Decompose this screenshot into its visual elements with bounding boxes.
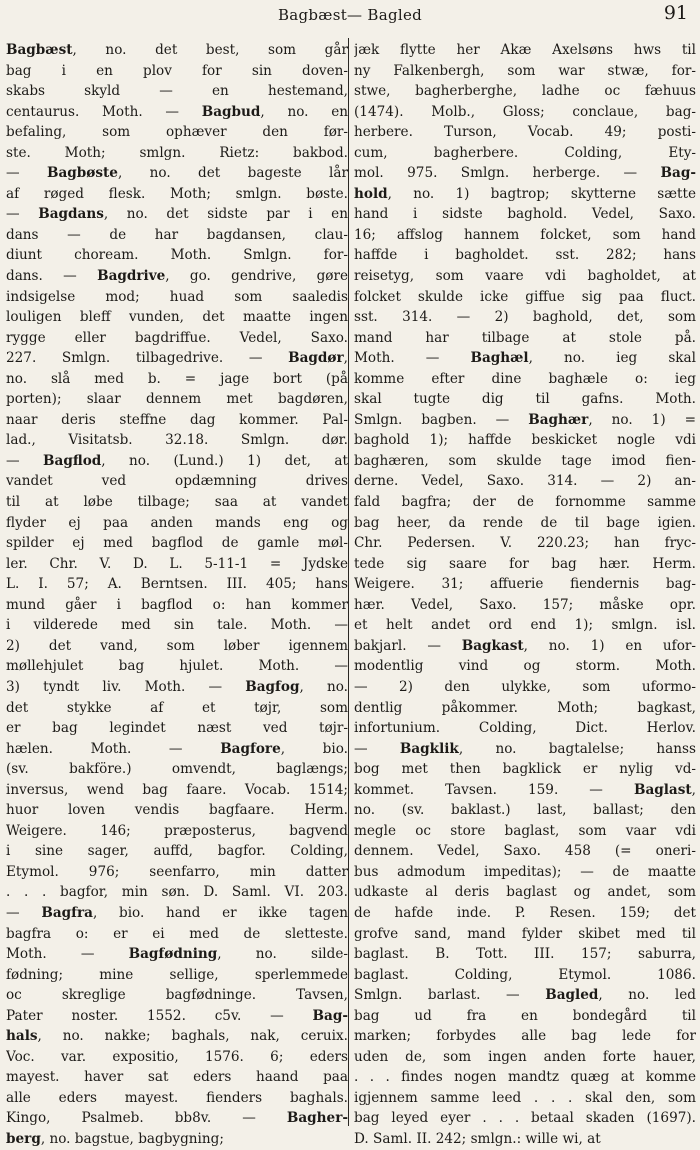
column-divider [348, 38, 349, 1126]
text-run: , no. det bageste lår [117, 165, 348, 182]
text-line [6, 924, 348, 945]
text-run: diunt choream. Moth. Smlgn. for- [6, 247, 348, 264]
text-run: fald bagfra; der de fornomme samme [354, 494, 696, 511]
text-line [6, 821, 348, 842]
headword: Bagfog [245, 678, 300, 695]
text-line [6, 882, 348, 903]
text-run: tede sig saare for bag hær. Herm. [354, 555, 696, 572]
text-run: , no. led [598, 987, 696, 1004]
text-run: D. Saml. II. 242; smlgn.: wille wi, at [354, 1130, 601, 1147]
text-run: grofve sand, mand fylder skibet med til [354, 925, 696, 942]
text-line [6, 595, 348, 616]
text-line [354, 615, 696, 636]
text-run: skal tugte dig til gafns. Moth. [354, 391, 696, 408]
text-run: Moth. — [6, 946, 129, 963]
text-run: mol. 975. Smlgn. herberge. — [354, 165, 661, 182]
text-run: . . . findes nogen mandtz quæg at komme [354, 1069, 696, 1086]
text-run: bus admodum impeditas); — de maatte [354, 863, 696, 880]
text-line [6, 554, 348, 575]
headword: hals [6, 1028, 38, 1045]
text-line [6, 40, 348, 61]
text-line [6, 574, 348, 595]
text-line [6, 163, 348, 184]
headword: Bagbud [201, 103, 261, 120]
text-run: i vilderede med sin tale. Moth. — [6, 617, 348, 634]
text-line [6, 985, 348, 1006]
text-run: jæk flytte her Akæ Axelsøns hws til [354, 42, 696, 58]
text-run: bag ud fra en bondegård til [354, 1007, 696, 1024]
page-header [0, 0, 700, 34]
text-line [6, 184, 348, 205]
text-line [354, 574, 696, 595]
text-line [6, 800, 348, 821]
text-run: Smlgn. bagben. — [354, 411, 529, 428]
headword: Baghær [528, 411, 589, 428]
text-run: naar deris steffne dag kommer. Pal- [6, 411, 348, 428]
text-line [354, 595, 696, 616]
text-run: 2) det vand, som løber igennem [6, 637, 348, 654]
text-run: , go. gendrive, gøre [165, 268, 348, 285]
text-line [6, 677, 348, 698]
text-line [354, 471, 696, 492]
headword: Bagdans [38, 206, 104, 223]
text-run: cum, bagherbere. Colding, Ety- [354, 144, 696, 161]
text-line [354, 389, 696, 410]
text-line [354, 821, 696, 842]
text-line [354, 430, 696, 451]
text-line [6, 328, 348, 349]
text-line [6, 698, 348, 719]
text-run: baghold 1); haffde beskicket nogle vdi [354, 432, 696, 449]
text-run: L. I. 57; A. Berntsen. III. 405; hans [6, 576, 348, 593]
text-line [354, 965, 696, 986]
headword: Bagfore [220, 740, 281, 757]
text-run: (sv. bakföre.) omvendt, baglængs; [6, 761, 348, 778]
text-run: , no. bagstue, bagbygning; [40, 1130, 224, 1147]
text-line [354, 739, 696, 760]
text-line [6, 143, 348, 164]
text-line [6, 1108, 348, 1129]
text-line [354, 841, 696, 862]
text-line [6, 739, 348, 760]
text-line [354, 348, 696, 369]
text-run: Etymol. 976; seenfarro, min datter [6, 863, 348, 880]
headword: Bagklik [399, 740, 459, 757]
text-line [6, 369, 348, 390]
text-run: derne. Vedel, Saxo. 314. — 2) an- [354, 473, 696, 490]
text-line [6, 1067, 348, 1088]
text-run: alle eders mayest. fienders baghals. [6, 1089, 348, 1106]
text-run: rygge eller bagdriffue. Vedel, Saxo. [6, 329, 348, 346]
text-line [6, 1006, 348, 1027]
text-run: mund gåer i bagflod o: han kommer [6, 596, 348, 613]
text-line [354, 985, 696, 1006]
text-run: Chr. Pedersen. V. 220.23; han fryc- [354, 535, 696, 552]
text-run: møllehjulet bag hjulet. Moth. — [6, 658, 348, 675]
text-line [6, 841, 348, 862]
text-line [354, 307, 696, 328]
headword: berg [6, 1130, 41, 1147]
text-line [354, 328, 696, 349]
text-line [354, 924, 696, 945]
text-run: bag heer, da rende de til bage igien. [354, 514, 696, 531]
text-run: i sine sager, auffd, bagfor. Colding, [6, 843, 348, 860]
text-run: haffde i bagholdet. sst. 282; hans [354, 247, 696, 264]
text-line [6, 451, 348, 472]
text-line [354, 451, 696, 472]
headword: Bagbøste [46, 165, 118, 182]
text-run: 16; affslog hannem folcket, som hand [354, 226, 696, 243]
text-run: Moth. — [354, 350, 471, 367]
text-line [6, 410, 348, 431]
text-run: , no. [299, 678, 348, 695]
text-run: fødning; mine sellige, sperlemmede [6, 966, 348, 983]
text-run: hælen. Moth. — [6, 740, 221, 757]
text-run: Voc. var. expositio, 1576. 6; eders [6, 1048, 348, 1065]
text-run: , no. silde- [217, 946, 348, 963]
text-line [354, 718, 696, 739]
text-run: hær. Vedel, Saxo. 157; måske opr. [354, 596, 696, 613]
text-run: bag leyed eyer . . . betaal skaden (1697). [354, 1110, 696, 1127]
text-run: hand i sidste baghold. Vedel, Saxo. [354, 206, 696, 223]
text-run: kommet. Tavsen. 159. — [354, 781, 634, 798]
text-run: vandet ved opdæmning drives [6, 473, 348, 490]
text-run: — [6, 904, 42, 921]
text-run: , no. 1) en ufor- [523, 637, 696, 654]
text-run: Weigere. 146; præposterus, bagvend [6, 822, 348, 839]
text-run: — [6, 452, 44, 469]
text-line [6, 471, 348, 492]
text-line [354, 102, 696, 123]
text-run: befaling, som ophæver den før- [6, 124, 348, 141]
text-run: dans. — [6, 268, 98, 285]
headword: Baglast [633, 781, 692, 798]
text-line [354, 1108, 696, 1129]
headword: Bagher- [286, 1110, 348, 1127]
text-run: , bio. [280, 740, 348, 757]
text-run: igjennem samme leed . . . skal den, som [354, 1089, 696, 1106]
text-line [6, 780, 348, 801]
text-line [6, 348, 348, 369]
text-run: spilder ej med bagflod de gamle møl- [6, 535, 348, 552]
text-line [354, 225, 696, 246]
text-run: oc skreglige bagfødninge. Tavsen, [6, 987, 348, 1004]
text-run: , bio. hand er ikke tagen [92, 904, 348, 921]
text-line [6, 903, 348, 924]
text-run: , no. 1) bagtrop; skytterne sætte [387, 185, 696, 202]
text-line [354, 1088, 696, 1109]
text-run: — [6, 165, 47, 182]
text-line [354, 40, 696, 61]
text-run: baglast. B. Tott. III. 157; saburra, [354, 946, 696, 963]
text-line [6, 1129, 348, 1150]
text-run: dennem. Vedel, Saxo. 458 (= oneri- [354, 843, 696, 860]
text-line [354, 903, 696, 924]
text-run: , no. (Lund.) 1) det, at [101, 452, 348, 469]
text-line [354, 800, 696, 821]
text-run: ny Falkenbergh, som war stwæ, for- [354, 62, 696, 79]
text-line [354, 882, 696, 903]
text-run: sst. 314. — 2) baghold, det, som [354, 309, 696, 326]
text-run: baglast. Colding, Etymol. 1086. [354, 966, 696, 983]
text-run: udkaste al deris baglast og andet, som [354, 884, 696, 901]
text-run: reisetyg, som vaare vdi bagholdet, at [354, 268, 696, 285]
text-line [6, 492, 348, 513]
text-run: Kingo, Psalmeb. bb8v. — [6, 1110, 287, 1127]
text-line [354, 245, 696, 266]
text-run: modentlig vind og storm. Moth. [354, 658, 696, 675]
text-line [6, 965, 348, 986]
text-run: , no. det best, som går [72, 42, 348, 58]
text-run: , no. en [260, 103, 348, 120]
text-line [6, 1088, 348, 1109]
text-run: (1474). Molb., Gloss; conclaue, bag- [354, 103, 696, 120]
text-line [6, 225, 348, 246]
text-run: skabs skyld — en hestemand, [6, 83, 348, 100]
text-run: det stykke af et tøjr, som [6, 699, 348, 716]
text-run: — [354, 740, 400, 757]
text-run: — 2) den ulykke, som uformo- [354, 678, 696, 695]
text-run: bagfra o: er ei med de sletteste. [6, 925, 348, 942]
text-line [6, 81, 348, 102]
text-run: flyder ej paa anden mands eng og [6, 514, 348, 531]
headword: Bag- [660, 165, 696, 182]
text-line [354, 759, 696, 780]
text-line [6, 533, 348, 554]
text-line [354, 862, 696, 883]
headword: Baghæl [470, 350, 529, 367]
text-run: ste. Moth; smlgn. Rietz: bakbod. [6, 144, 348, 161]
text-line [6, 636, 348, 657]
text-line [354, 1129, 696, 1150]
text-run: dentlig påkommer. Moth; bagkast, [354, 699, 696, 716]
text-line [354, 944, 696, 965]
text-line [354, 143, 696, 164]
text-run: huor loven vendis bagfaare. Herm. [6, 802, 348, 819]
text-line [6, 307, 348, 328]
text-run: louligen bleff vunden, det maatte ingen [6, 309, 348, 326]
text-run: bakjarl. — [354, 637, 462, 654]
text-run: , no. nakke; baghals, nak, ceruix. [37, 1028, 348, 1045]
right-column [354, 40, 696, 1150]
text-run: bog met then bagklick er nylig vd- [354, 761, 696, 778]
text-line [6, 430, 348, 451]
text-run: til at løbe tilbage; saa at vandet [6, 494, 348, 511]
text-line [6, 122, 348, 143]
text-line [354, 369, 696, 390]
headword: Bagfra [41, 904, 93, 921]
headword: Bagled [545, 987, 599, 1004]
text-line [6, 944, 348, 965]
text-run: centaurus. Moth. — [6, 103, 202, 120]
text-run: , no. det sidste par i en [103, 206, 348, 223]
text-run: stwe, bagherberghe, ladhe oc fæhuus [354, 83, 696, 100]
text-run: , no. ieg skal [528, 350, 696, 367]
text-line [6, 1047, 348, 1068]
text-line [354, 184, 696, 205]
text-run: porten); slaar dennem met bagdøren, [6, 391, 348, 408]
text-line [354, 122, 696, 143]
text-run: mand har tilbage at stole på. [354, 329, 696, 346]
text-line [6, 718, 348, 739]
text-line [354, 492, 696, 513]
text-line [6, 204, 348, 225]
text-line [354, 533, 696, 554]
text-line [6, 266, 348, 287]
text-line [6, 513, 348, 534]
headword: Bagdør [288, 350, 344, 367]
text-run: Smlgn. barlast. — [354, 987, 546, 1004]
text-run: dans — de har bagdansen, clau- [6, 226, 348, 243]
text-line [354, 266, 696, 287]
text-run: et helt andet ord end 1); smlgn. isl. [354, 617, 696, 634]
text-run: baghæren, som skulde tage imod fien- [354, 452, 696, 469]
text-run: . . . bagfor, min søn. D. Saml. VI. 203. [6, 884, 348, 901]
text-line [354, 1047, 696, 1068]
text-run: indsigelse mod; huad som saaledis [6, 288, 348, 305]
text-run: no. (sv. baklast.) last, ballast; den [354, 802, 696, 819]
text-run: komme efter dine baghæle o: ieg [354, 370, 696, 387]
text-run: er bag legindet næst ved tøjr- [6, 720, 348, 737]
text-line [354, 81, 696, 102]
text-line [354, 656, 696, 677]
running-head: Bagbæst— Bagled [277, 6, 423, 24]
text-line [354, 554, 696, 575]
text-line [354, 780, 696, 801]
text-run: — [6, 206, 39, 223]
text-run: lad., Visitatsb. 32.18. Smlgn. dør. [6, 432, 348, 449]
text-run: mayest. haver sat eders haand paa [6, 1069, 348, 1086]
text-run: folcket skulde icke giffue sig paa fluct. [354, 288, 696, 305]
headword: hold [354, 185, 388, 202]
text-line [354, 61, 696, 82]
text-run: Pater noster. 1552. c5v. — [6, 1007, 313, 1024]
text-run: megle oc store baglast, som vaar vdi [354, 822, 696, 839]
text-line [354, 287, 696, 308]
text-run: 3) tyndt liv. Moth. — [6, 678, 246, 695]
text-line [354, 1026, 696, 1047]
text-line [6, 656, 348, 677]
text-line [354, 410, 696, 431]
text-line [354, 698, 696, 719]
page-number: 91 [663, 2, 688, 24]
headword: Bagbæst [6, 42, 73, 58]
text-run: , no. bagtalelse; hanss [458, 740, 696, 757]
headword: Bagdrive [97, 268, 166, 285]
text-line [6, 1026, 348, 1047]
text-run: inversus, wend bag faare. Vocab. 1514; [6, 781, 348, 798]
headword: Bag- [312, 1007, 348, 1024]
text-run: marken; forbydes alle bag lede for [354, 1028, 696, 1045]
text-line [354, 677, 696, 698]
text-line [6, 102, 348, 123]
text-run: ler. Chr. V. D. L. 5-11-1 = Jydske [6, 555, 348, 572]
text-line [354, 1067, 696, 1088]
text-run: af røged flesk. Moth; smlgn. bøste. [6, 185, 348, 202]
text-run: uden de, som ingen anden forte hauer, [354, 1048, 696, 1065]
text-line [6, 759, 348, 780]
text-line [354, 636, 696, 657]
text-line [354, 204, 696, 225]
text-line [6, 615, 348, 636]
text-line [6, 245, 348, 266]
text-line [6, 862, 348, 883]
text-run: , [343, 350, 348, 367]
text-line [354, 513, 696, 534]
text-run: , [691, 781, 696, 798]
text-line [354, 163, 696, 184]
text-run: de hafde inde. P. Resen. 159; det [354, 904, 696, 921]
text-line [6, 389, 348, 410]
text-run: no. slå med b. = jage bort (på [6, 370, 348, 387]
text-run: Weigere. 31; affuerie fiendernis bag- [354, 576, 696, 593]
headword: Bagfødning [128, 946, 218, 963]
text-run: infortunium. Colding, Dict. Herlov. [354, 720, 696, 737]
text-line [354, 1006, 696, 1027]
left-column [6, 40, 348, 1150]
headword: Bagflod [43, 452, 102, 469]
text-run: herbere. Turson, Vocab. 49; posti- [354, 124, 696, 141]
text-run: , no. 1) = [588, 411, 696, 428]
text-run: bag i en plov for sin doven- [6, 62, 348, 79]
text-line [6, 287, 348, 308]
headword: Bagkast [461, 637, 524, 654]
text-line [6, 61, 348, 82]
text-run: 227. Smlgn. tilbagedrive. — [6, 350, 289, 367]
